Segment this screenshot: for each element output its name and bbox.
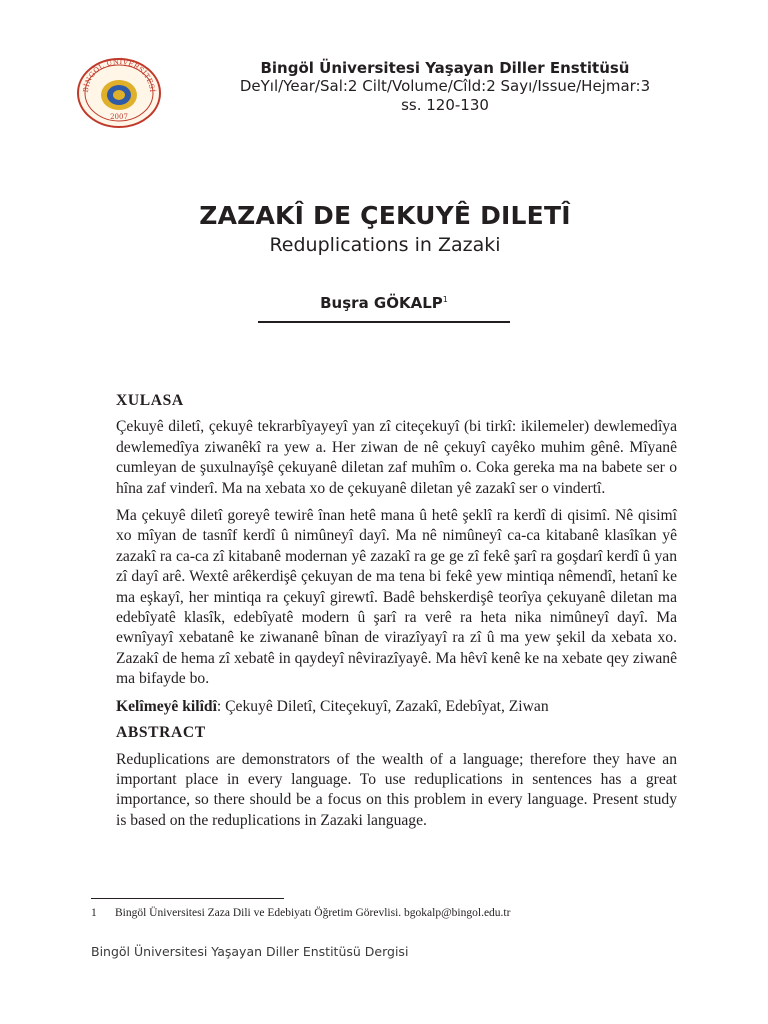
keywords-label: Kelîmeyê kilîdî — [116, 697, 217, 715]
author — [258, 294, 510, 312]
paper-subtitle: Reduplications in Zazaki — [269, 234, 501, 256]
institution-name: Bingöl Üniversitesi Yaşayan Diller Enstitüsü — [260, 59, 630, 77]
page-range: ss. 120-130 — [401, 96, 489, 114]
page-footer: Bingöl Üniversitesi Yaşayan Diller Enstitüsü Dergisi — [91, 944, 409, 959]
xulasa-paragraph-2: Ma çekuyê diletî goreyê tewirê înan hetê mana û hetê şeklî ra kerdî di qisimî. Nê qisimî xo mîyan de tasnîf kerdî û nimûneyî dayî. Ma nê nimûneyî ca-ca kitabanê klasîkan yê zazakî ra ca-ca zî kitabanê modernan yê zazakî ra ge ge zî fekê şarî ra goşdarî kerdî û yan zî dayî arê. Wextê arêkerdişê çekuyan de ma tena bi fekê yew mintiqa nêmendî, hetanî ke ma eşkayî, her mintiqa ra çekuyî girewtî. Badê behskerdişê teorîya çekuyanê diletan ma edebîyatê klasîk, edebîyatê modern û şarî ra verê ra heta nika nimûneyî dayî. Ma ewnîyayî xebatanê ke ziwananê bînan de virazîyayî ra zî û ma yew şekil da xebata xo. Zazakî de hema zî xebatê in qaydeyî nêvirazîyayê. Ma hêvî kenê ke na xebate qey ziwanê ma bifayde bo. — [116, 507, 677, 688]
svg-text:BİNGÖL ÜNİVERSİTESİ: BİNGÖL ÜNİVERSİTESİ — [81, 57, 157, 93]
title-block — [120, 200, 650, 258]
paper-title: ZAZAKÎ DE ÇEKUYÊ DILETÎ — [199, 201, 571, 230]
volume-issue-line: DeYıl/Year/Sal:2 Cilt/Volume/Cîld:2 Sayı/Issue/Hejmar:3 — [239, 77, 651, 95]
footnote-number: 1 — [91, 907, 97, 919]
journal-header — [200, 59, 690, 115]
university-logo — [76, 57, 162, 128]
keywords-list: : Çekuyê Diletî, Citeçekuyî, Zazakî, Edebîyat, Ziwan — [216, 697, 549, 715]
keywords — [116, 697, 677, 717]
footnote-text: Bingöl Üniversitesi Zaza Dili ve Edebiyatı Öğretim Görevlisi. bgokalp@bingol.edu.tr — [115, 907, 511, 919]
abstract-heading: ABSTRACT — [116, 724, 206, 742]
author-name: Buşra GÖKALP — [320, 294, 443, 312]
author-underline — [258, 321, 510, 323]
svg-text:2007: 2007 — [110, 113, 128, 121]
footnote-separator — [91, 898, 284, 899]
footnote — [91, 907, 691, 919]
xulasa-paragraph-1: Çekuyê diletî, çekuyê tekrarbîyayeyî yan zî citeçekuyî (bi tirkî: ikilemeler) dewlemedîya dewlemedîya ziwanêkî ra yew a. Her ziwan de nê çekuyî cayêko muhim gênê. Mîyanê cumleyan de şuxulnayîşê çekuyanê diletan zaf muhîm o. Coka gereka ma na babete ser o hîna zaf vinderî. Ma na xebata xo de çekuyanê diletan yê zazakî ser o vindertî. — [116, 418, 677, 497]
xulasa-heading: XULASA — [116, 392, 184, 409]
main-text — [116, 391, 677, 838]
footnote-mark: 1 — [442, 295, 448, 304]
abstract-paragraph: Reduplications are demonstrators of the wealth of a language; therefore they have an important place in every language. To use reduplications in sentences has a great importance, so there should be a focus on this problem in every language. Present study is based on the reduplications in Zazaki language. — [116, 750, 677, 829]
